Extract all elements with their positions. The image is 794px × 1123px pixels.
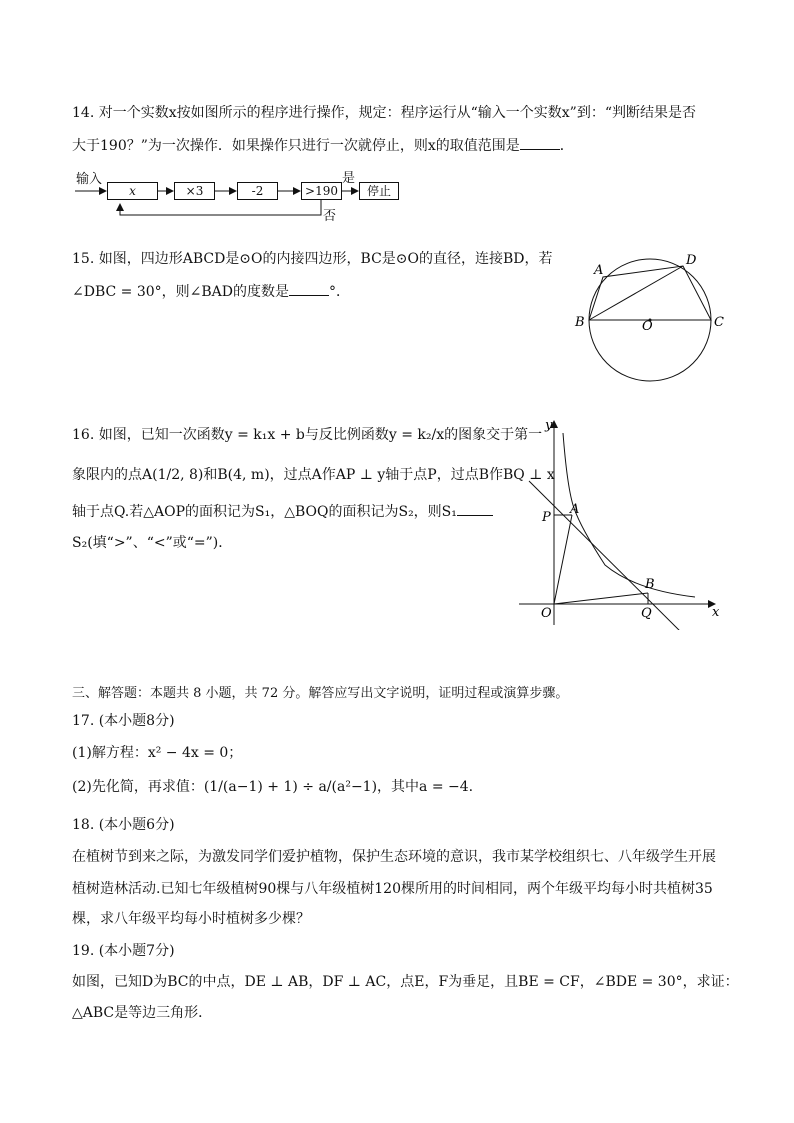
q19-head: 19. (本小题7分) [72,943,175,959]
label-x: x [712,605,720,620]
q14-answer-blank [520,136,560,150]
q18-line1: 在植树节到来之际，为激发同学们爱护植物，保护生态环境的意识，我市某学校组织七、八年级学生开展 [72,849,716,865]
section-3-heading: 三、解答题：本题共 8 小题，共 72 分。解答应写出文字说明，证明过程或演算步骤。 [72,686,569,701]
label-b: B [575,315,585,330]
linear-function [529,481,690,630]
q16-line3-text: 轴于点Q.若△AOP的面积记为S₁，△BOQ的面积记为S₂，则S₁ [72,504,457,520]
q14-line2 [72,136,574,155]
label-d: D [686,253,697,268]
q14-flowchart [70,165,410,224]
flow-box-compare: >190 [301,182,342,200]
q15-line2-end: °． [329,284,351,300]
q16-line4: S₂(填“>”、“<”或“=”)． [72,535,233,551]
label-p: P [542,510,551,525]
flow-box-x: x [107,182,158,200]
label-q-graph: Q [641,606,652,621]
label-o-graph: O [541,606,552,621]
label-y: y [545,418,553,433]
q17-part2: (2)先化简，再求值：(1/(a−1) + 1) ÷ a/(a²−1)，其中a = −4. [72,779,474,795]
label-b-graph: B [645,577,655,592]
label-a: A [594,263,604,278]
segment-oa [554,515,572,604]
q15-line1: 15. 如图，四边形ABCD是⊙O的内接四边形，BC是⊙O的直径，连接BD，若 [72,251,553,267]
q18-head: 18. (本小题6分) [72,817,175,833]
q18-line3: 棵，求八年级平均每小时植树多少棵？ [72,911,310,927]
label-a-graph: A [570,502,580,517]
flow-box-multiply: ×3 [174,182,215,200]
q15-circle-figure [570,250,730,385]
flow-box-stop: 停止 [359,182,399,200]
q15-line2-text: ∠DBC = 30°，则∠BAD的度数是 [72,284,290,300]
q15-line2 [72,282,350,301]
segment-ob [554,593,648,604]
label-c: C [714,315,724,330]
q14-line2-text: 大于190？”为一次操作．如果操作只进行一次就停止，则x的取值范围是 [72,138,520,154]
q14-line1: 14. 对一个实数x按如图所示的程序进行操作，规定：程序运行从“输入一个实数x”到：“判断结果是否 [72,105,696,121]
q17-part1: (1)解方程：x² − 4x = 0； [72,745,243,761]
q17-head: 17. (本小题8分) [72,713,175,729]
q18-line2: 植树造林活动.已知七年级植树90棵与八年级植树120棵所用的时间相同，两个年级平均每小时共植树35 [72,881,713,897]
flow-box-subtract: -2 [237,182,278,200]
quadrilateral-abcd [589,266,711,320]
q16-line2: 象限内的点A(1/2, 8)和B(4, m)，过点A作AP ⊥ y轴于点P，过点B作BQ ⊥ x [72,467,555,483]
q16-line1: 16. 如图，已知一次函数y = k₁x + b与反比例函数y = k₂/x的图象交于第一 [72,427,543,443]
q14-line2-end: ． [559,138,574,154]
q15-answer-blank [289,282,329,296]
hyperbola-curve [563,433,695,597]
flow-yes-label: 是 [342,171,356,186]
q16-line3 [72,502,493,521]
flow-no-label: 否 [323,209,337,224]
q19-line1: 如图，已知D为BC的中点，DE ⊥ AB，DF ⊥ AC，点E，F为垂足，且BE = CF，∠BDE = 30°，求证： [72,974,739,990]
label-o: O [642,319,653,334]
flow-input-label: 输入 [76,172,103,187]
q16-answer-blank [457,502,493,516]
q16-graph [515,415,725,630]
q19-line2: △ABC是等边三角形． [72,1005,213,1021]
